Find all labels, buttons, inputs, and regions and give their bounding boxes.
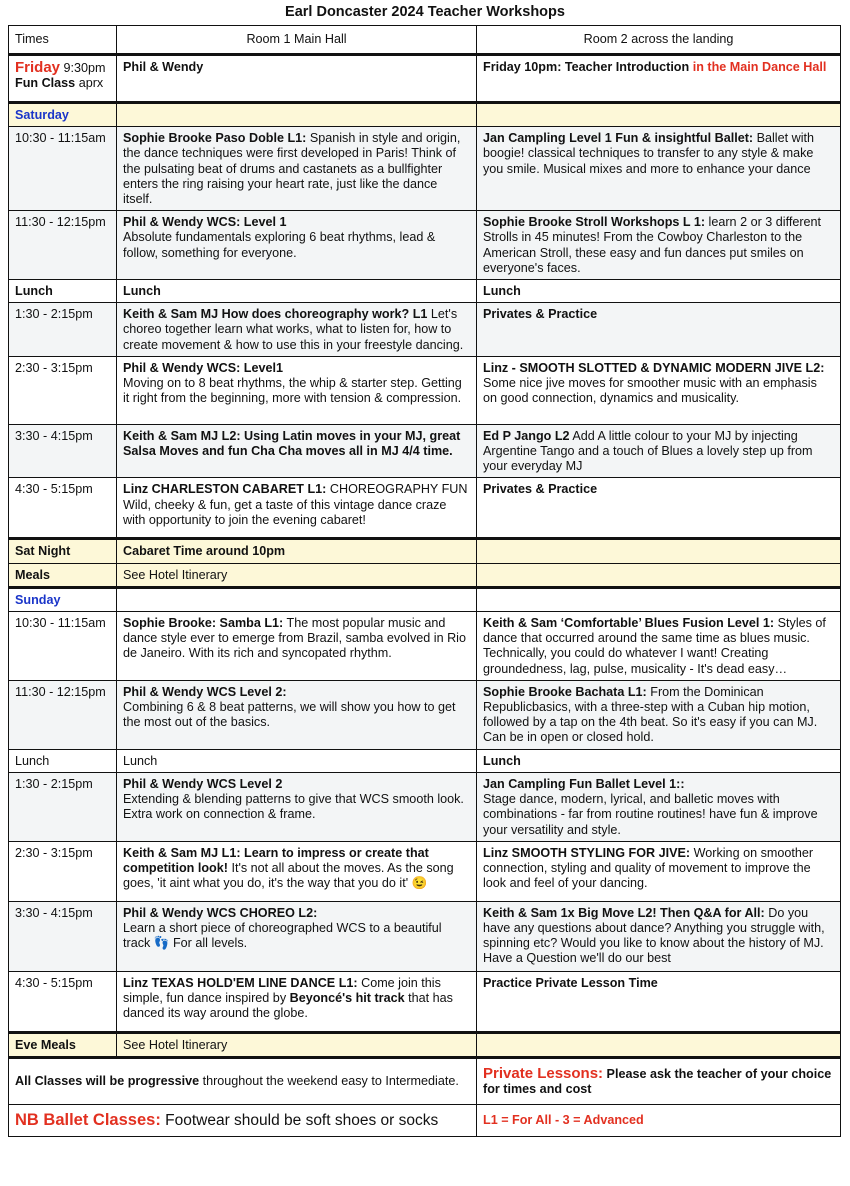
session-cell: Privates & Practice [477,478,841,539]
time-cell: 10:30 - 11:15am [9,612,117,681]
levels-note: L1 = For All - 3 = Advanced [477,1104,841,1136]
table-row [9,612,841,681]
saturday-label: Saturday [9,103,117,127]
session-desc: Come join this simple, fun dance inspired by [123,975,441,1005]
session-desc: Working on smoother connection, styling and quality of movement to improve the look and feel of your dancing. [483,845,814,891]
session-cell: Lunch [117,280,477,303]
session-cell [477,612,841,681]
session-title: Linz - SMOOTH SLOTTED & DYNAMIC MODERN JIVE L2: [483,360,825,375]
table-row [9,772,841,841]
session-title: Linz TEXAS HOLD'EM LINE DANCE L1: [123,975,358,990]
footer-row [9,1057,841,1104]
sat-night-text: Cabaret Time around 10pm [117,539,477,563]
session-cell [117,356,477,424]
table-row [9,280,841,303]
session-title: Phil & Wendy WCS Level 2: [123,684,287,699]
sunday-label: Sunday [9,587,117,611]
table-row [9,127,841,211]
session-title: Phil & Wendy WCS: Level 1 [123,215,287,230]
table-row [9,901,841,971]
session-desc: Let's choreo together learn what works, what to listen for, how to create movement & how to use this in your freestyle dancing. [123,307,464,352]
time-cell: 11:30 - 12:15pm [9,211,117,280]
session-title: Keith & Sam MJ L1: Learn to impress or create that competition look! [123,845,429,875]
session-cell [117,971,477,1032]
ballet-text: Footwear should be soft shoes or socks [160,1112,439,1130]
session-desc: It's not all about the moves. As the song goes, 'it aint what you do, it's the way that you do it' 😉 [123,860,454,891]
session-cell [117,127,477,211]
eve-meals-label: Eve Meals [9,1032,117,1057]
time-cell: 10:30 - 11:15am [9,127,117,211]
session-desc: Ballet with boogie! classical techniques to transfer to any style & make you smile. Musical mixes and more to enhance your dance [483,131,815,176]
private-lessons-note [477,1057,841,1104]
schedule-table [8,25,841,1137]
session-title: Linz SMOOTH STYLING FOR JIVE: [483,845,691,860]
session-cell [477,127,841,211]
sat-night-row [9,539,841,563]
time-cell: 4:30 - 5:15pm [9,478,117,539]
time-cell: 1:30 - 2:15pm [9,303,117,357]
table-row [9,680,841,749]
table-row [9,211,841,280]
friday-row [9,55,841,103]
session-title: Phil & Wendy WCS: Level1 [123,360,284,375]
time-cell: 3:30 - 4:15pm [9,424,117,478]
session-cell [477,356,841,424]
session-title: Keith & Sam 1x Big Move L2! Then Q&A for All: [483,905,765,920]
friday-label: Friday [15,59,61,76]
session-cell [477,772,841,841]
time-cell: 2:30 - 3:15pm [9,356,117,424]
private-lessons-text: Please ask the teacher of your choice for times and cost [483,1067,832,1097]
ballet-label: NB Ballet Classes: [15,1111,161,1130]
session-desc: Combining 6 & 8 beat patterns, we will show you how to get the most out of the basics. [123,700,456,730]
footer-row-2 [9,1104,841,1136]
session-title: Keith & Sam MJ How does choreography work? L1 [123,307,428,322]
session-cell: Keith & Sam MJ L2: Using Latin moves in your MJ, great Salsa Moves and fun Cha Cha moves all in MJ 4/4 time. [117,424,477,478]
session-title: Phil & Wendy WCS Level 2 [123,776,283,791]
sat-night-label: Sat Night [9,539,117,563]
table-row [9,424,841,478]
session-desc: Spanish in style and origin, the dance techniques were first developed in Paris! Think of the pulsating beat of drums and castanets as a bullfighter enters the ring raising your heart rate, just like the dance itself. [123,131,461,207]
session-highlight: Beyoncé's hit track [289,990,405,1005]
session-title: Linz CHARLESTON CABARET L1: [123,482,327,497]
session-desc: Do you have any questions about dance? Anything you struggle with, spinning etc? Would you like to know about the history of MJ. Have a Question we'll do our best [483,905,825,966]
session-desc: Stage dance, modern, lyrical, and balletic moves with combinations - far from routine routines! have fun & improve your versatility and style. [483,792,818,837]
table-row [9,971,841,1032]
session-cell [117,478,477,539]
session-desc: Add A little colour to your MJ by injecting Argentine Tango and a touch of Blues a lovely step up from your everyday MJ [483,428,813,474]
ballet-note [9,1104,477,1136]
session-desc: Moving on to 8 beat rhythms, the whip & starter step. Getting it right from the beginning, more with tension & compression. [123,376,462,406]
session-cell [477,680,841,749]
session-cell: Lunch [477,280,841,303]
header-room2: Room 2 across the landing [477,26,841,55]
time-cell: Lunch [9,280,117,303]
friday-time-cell [9,55,117,103]
session-cell: Privates & Practice [477,303,841,357]
meals-label: Meals [9,563,117,587]
header-times: Times [9,26,117,55]
session-desc: Absolute fundamentals exploring 6 beat rhythms, lead & follow, something for everyone. [123,230,436,260]
session-cell [117,772,477,841]
header-room1: Room 1 Main Hall [117,26,477,55]
friday-room1: Phil & Wendy [117,55,477,103]
session-desc: Some nice jive moves for smoother music with an emphasis on good connection, dynamics and musicality. [483,376,817,406]
eve-meals-text: See Hotel Itinerary [117,1032,477,1057]
meals-text: See Hotel Itinerary [117,563,477,587]
friday-time: 9:30pm [63,61,106,75]
session-cell [117,680,477,749]
session-title: Sophie Brooke Bachata L1: [483,684,647,699]
progressive-note [9,1057,477,1104]
session-title: Phil & Wendy WCS CHOREO L2: [123,905,318,920]
session-cell [477,841,841,901]
session-title: Keith & Sam ‘Comfortable’ Blues Fusion Level 1: [483,616,775,631]
session-cell [117,901,477,971]
fun-class-label: Fun Class [15,76,76,91]
table-row [9,478,841,539]
session-cell: Lunch [117,749,477,772]
session-desc: The most popular music and dance style ever to emerge from Brazil, samba evolved in Rio de Janeiro. With its rich and syncopated rhythm. [123,616,466,661]
progressive-bold: All Classes will be progressive [15,1074,200,1089]
session-title: Sophie Brooke: Samba L1: [123,616,284,631]
session-cell: Lunch [477,749,841,772]
time-cell: 4:30 - 5:15pm [9,971,117,1032]
friday-room2-text: Friday 10pm: Teacher Introduction [483,60,693,74]
session-cell [117,841,477,901]
progressive-text: throughout the weekend easy to Intermediate. [199,1074,459,1089]
session-title: Ed P Jango L2 [483,428,570,443]
time-cell: 3:30 - 4:15pm [9,901,117,971]
friday-room2-location: in the Main Dance Hall [692,60,827,74]
session-desc: Extending & blending patterns to give that WCS smooth look. Extra work on connection & frame. [123,792,464,822]
table-row [9,749,841,772]
session-cell [117,211,477,280]
friday-room2 [477,55,841,103]
session-title: Sophie Brooke Stroll Workshops L 1: [483,215,706,230]
table-row [9,303,841,357]
sunday-label-row [9,587,841,611]
session-cell [477,211,841,280]
page-title: Earl Doncaster 2024 Teacher Workshops [285,4,565,20]
session-desc: From the Dominican Republicbasics, with a three-step with a Cuban hip motion, followed by a tap on the 4th beat. So it's easy if you can MJ. Can be in open or closed hold. [483,684,818,745]
time-cell: Lunch [9,749,117,772]
meals-row [9,563,841,587]
session-desc: that has danced its way around the globe. [123,990,453,1021]
session-title: Jan Campling Level 1 Fun & insightful Ballet: [483,131,754,146]
session-cell [117,612,477,681]
time-cell: 11:30 - 12:15pm [9,680,117,749]
session-desc: learn 2 or 3 different Strolls in 45 minutes! From the Cowboy Charleston to the American Stroll, these easy and fun dances put smiles on everyone's faces. [483,215,822,275]
table-row [9,841,841,901]
header-row [9,26,841,55]
table-row [9,356,841,424]
session-cell [477,424,841,478]
session-desc: Styles of dance that occurred around the same time as blues music. Technically, you could do whatever I want! Creating groundedness, lag, pulse, musicality - It's dead easy… [483,616,826,676]
session-title: Jan Campling Fun Ballet Level 1:: [483,776,685,791]
session-cell: Practice Private Lesson Time [477,971,841,1032]
time-cell: 2:30 - 3:15pm [9,841,117,901]
time-cell: 1:30 - 2:15pm [9,772,117,841]
session-desc: CHOREOGRAPHY FUN Wild, cheeky & fun, get a taste of this vintage dance craze with opportunity to join the evening cabaret! [123,482,468,527]
private-lessons-label: Private Lessons: [483,1065,604,1083]
aprx-label: aprx [78,76,104,91]
session-cell [117,303,477,357]
saturday-label-row [9,103,841,127]
session-cell [477,901,841,971]
eve-meals-row [9,1032,841,1057]
session-desc: Learn a short piece of choreographed WCS to a beautiful track 👣 For all levels. [123,920,442,951]
session-title: Sophie Brooke Paso Doble L1: [123,131,307,146]
